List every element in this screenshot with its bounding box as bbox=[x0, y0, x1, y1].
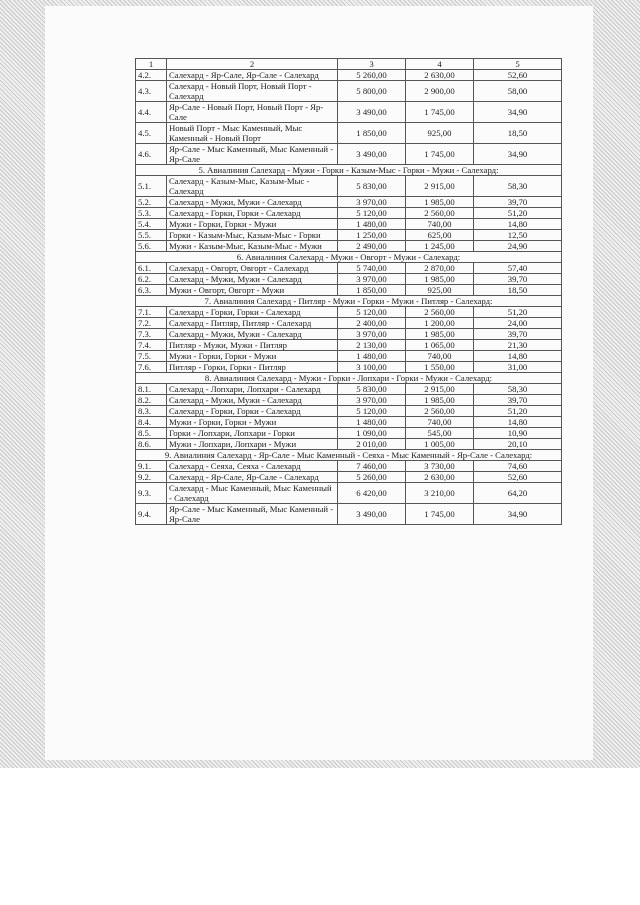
value-cell: 1 985,00 bbox=[406, 274, 474, 285]
row-number: 8.3. bbox=[136, 406, 167, 417]
section-heading-row bbox=[136, 165, 562, 176]
value-cell: 740,00 bbox=[406, 417, 474, 428]
value-cell: 3 490,00 bbox=[338, 102, 406, 123]
table-row bbox=[136, 70, 562, 81]
value-cell: 1 480,00 bbox=[338, 417, 406, 428]
route-cell: Яр-Сале - Новый Порт, Новый Порт - Яр-Сале bbox=[167, 102, 338, 123]
value-cell: 1 090,00 bbox=[338, 428, 406, 439]
route-cell: Яр-Сале - Мыс Каменный, Мыс Каменный - Яр-Сале bbox=[167, 144, 338, 165]
table-row bbox=[136, 230, 562, 241]
value-cell: 1 250,00 bbox=[338, 230, 406, 241]
value-cell: 2 900,00 bbox=[406, 81, 474, 102]
value-cell: 1 065,00 bbox=[406, 340, 474, 351]
value-cell: 24,00 bbox=[474, 318, 562, 329]
route-cell: Салехард - Горки, Горки - Салехард bbox=[167, 208, 338, 219]
header-cell: 3 bbox=[338, 59, 406, 70]
route-cell: Салехард - Питляр, Питляр - Салехард bbox=[167, 318, 338, 329]
row-number: 6.2. bbox=[136, 274, 167, 285]
table-row bbox=[136, 461, 562, 472]
value-cell: 1 480,00 bbox=[338, 219, 406, 230]
route-cell: Салехард - Новый Порт, Новый Порт - Салехард bbox=[167, 81, 338, 102]
value-cell: 3 970,00 bbox=[338, 274, 406, 285]
table-row bbox=[136, 472, 562, 483]
value-cell: 1 550,00 bbox=[406, 362, 474, 373]
value-cell: 1 850,00 bbox=[338, 285, 406, 296]
value-cell: 58,00 bbox=[474, 81, 562, 102]
value-cell: 14,80 bbox=[474, 351, 562, 362]
value-cell: 39,70 bbox=[474, 395, 562, 406]
row-number: 7.3. bbox=[136, 329, 167, 340]
value-cell: 51,20 bbox=[474, 406, 562, 417]
section-heading: 5. Авиалиния Салехард - Мужи - Горки - Казым-Мыс - Горки - Мужи - Салехард: bbox=[136, 165, 562, 176]
row-number: 4.4. bbox=[136, 102, 167, 123]
value-cell: 5 120,00 bbox=[338, 307, 406, 318]
value-cell: 51,20 bbox=[474, 208, 562, 219]
section-heading: 8. Авиалиния Салехард - Мужи - Горки - Лопхари - Горки - Мужи - Салехард: bbox=[136, 373, 562, 384]
value-cell: 52,60 bbox=[474, 70, 562, 81]
table-row bbox=[136, 384, 562, 395]
table-row bbox=[136, 219, 562, 230]
value-cell: 2 010,00 bbox=[338, 439, 406, 450]
table-row bbox=[136, 406, 562, 417]
value-cell: 1 745,00 bbox=[406, 102, 474, 123]
row-number: 9.4. bbox=[136, 504, 167, 525]
row-number: 7.1. bbox=[136, 307, 167, 318]
row-number: 4.5. bbox=[136, 123, 167, 144]
header-cell: 1 bbox=[136, 59, 167, 70]
route-cell: Салехард - Мужи, Мужи - Салехард bbox=[167, 395, 338, 406]
value-cell: 3 730,00 bbox=[406, 461, 474, 472]
section-heading-row bbox=[136, 252, 562, 263]
value-cell: 24,90 bbox=[474, 241, 562, 252]
row-number: 5.4. bbox=[136, 219, 167, 230]
value-cell: 12,50 bbox=[474, 230, 562, 241]
table-row bbox=[136, 197, 562, 208]
value-cell: 5 830,00 bbox=[338, 176, 406, 197]
value-cell: 1 005,00 bbox=[406, 439, 474, 450]
value-cell: 18,50 bbox=[474, 123, 562, 144]
route-cell: Салехард - Горки, Горки - Салехард bbox=[167, 307, 338, 318]
value-cell: 1 245,00 bbox=[406, 241, 474, 252]
route-cell: Горки - Казым-Мыс, Казым-Мыс - Горки bbox=[167, 230, 338, 241]
row-number: 4.2. bbox=[136, 70, 167, 81]
value-cell: 2 560,00 bbox=[406, 307, 474, 318]
value-cell: 1 985,00 bbox=[406, 197, 474, 208]
table-row bbox=[136, 263, 562, 274]
route-cell: Мужи - Горки, Горки - Мужи bbox=[167, 351, 338, 362]
value-cell: 1 985,00 bbox=[406, 395, 474, 406]
value-cell: 2 630,00 bbox=[406, 472, 474, 483]
route-cell: Салехард - Мужи, Мужи - Салехард bbox=[167, 197, 338, 208]
row-number: 4.3. bbox=[136, 81, 167, 102]
section-heading: 7. Авиалиния Салехард - Питляр - Мужи - Горки - Мужи - Питляр - Салехард: bbox=[136, 296, 562, 307]
route-cell: Мужи - Овгорт, Овгорт - Мужи bbox=[167, 285, 338, 296]
section-heading-row bbox=[136, 296, 562, 307]
header-cell: 5 bbox=[474, 59, 562, 70]
row-number: 5.5. bbox=[136, 230, 167, 241]
table-row bbox=[136, 285, 562, 296]
table-row bbox=[136, 102, 562, 123]
route-cell: Салехард - Казым-Мыс, Казым-Мыс - Салехард bbox=[167, 176, 338, 197]
table-row bbox=[136, 176, 562, 197]
route-cell: Салехард - Мыс Каменный, Мыс Каменный - Салехард bbox=[167, 483, 338, 504]
value-cell: 3 970,00 bbox=[338, 395, 406, 406]
value-cell: 545,00 bbox=[406, 428, 474, 439]
row-number: 8.2. bbox=[136, 395, 167, 406]
table-row bbox=[136, 340, 562, 351]
value-cell: 5 260,00 bbox=[338, 472, 406, 483]
value-cell: 3 490,00 bbox=[338, 144, 406, 165]
route-cell: Салехард - Лопхари, Лопхари - Салехард bbox=[167, 384, 338, 395]
value-cell: 925,00 bbox=[406, 285, 474, 296]
table-row bbox=[136, 274, 562, 285]
row-number: 8.5. bbox=[136, 428, 167, 439]
section-heading-row bbox=[136, 373, 562, 384]
route-cell: Мужи - Горки, Горки - Мужи bbox=[167, 417, 338, 428]
route-cell: Салехард - Яр-Сале, Яр-Сале - Салехард bbox=[167, 472, 338, 483]
value-cell: 52,60 bbox=[474, 472, 562, 483]
value-cell: 2 560,00 bbox=[406, 406, 474, 417]
header-cell: 2 bbox=[167, 59, 338, 70]
value-cell: 58,30 bbox=[474, 176, 562, 197]
value-cell: 18,50 bbox=[474, 285, 562, 296]
tariff-table bbox=[135, 58, 562, 525]
header-cell: 4 bbox=[406, 59, 474, 70]
value-cell: 3 970,00 bbox=[338, 197, 406, 208]
value-cell: 10,90 bbox=[474, 428, 562, 439]
value-cell: 625,00 bbox=[406, 230, 474, 241]
row-number: 8.1. bbox=[136, 384, 167, 395]
row-number: 8.6. bbox=[136, 439, 167, 450]
value-cell: 1 745,00 bbox=[406, 504, 474, 525]
table-row bbox=[136, 208, 562, 219]
table-row bbox=[136, 417, 562, 428]
value-cell: 7 460,00 bbox=[338, 461, 406, 472]
section-heading: 9. Авиалиния Салехард - Яр-Сале - Мыс Каменный - Сеяха - Мыс Каменный - Яр-Сале - Салехард: bbox=[136, 450, 562, 461]
table-row bbox=[136, 307, 562, 318]
value-cell: 2 560,00 bbox=[406, 208, 474, 219]
value-cell: 6 420,00 bbox=[338, 483, 406, 504]
value-cell: 2 400,00 bbox=[338, 318, 406, 329]
value-cell: 57,40 bbox=[474, 263, 562, 274]
route-cell: Питляр - Горки, Горки - Питляр bbox=[167, 362, 338, 373]
value-cell: 74,60 bbox=[474, 461, 562, 472]
value-cell: 31,00 bbox=[474, 362, 562, 373]
route-cell: Салехард - Сеяха, Сеяха - Салехард bbox=[167, 461, 338, 472]
value-cell: 39,70 bbox=[474, 274, 562, 285]
value-cell: 1 200,00 bbox=[406, 318, 474, 329]
value-cell: 2 870,00 bbox=[406, 263, 474, 274]
value-cell: 51,20 bbox=[474, 307, 562, 318]
value-cell: 39,70 bbox=[474, 329, 562, 340]
value-cell: 5 800,00 bbox=[338, 81, 406, 102]
value-cell: 1 480,00 bbox=[338, 351, 406, 362]
table-row bbox=[136, 123, 562, 144]
row-number: 8.4. bbox=[136, 417, 167, 428]
value-cell: 5 120,00 bbox=[338, 406, 406, 417]
row-number: 6.1. bbox=[136, 263, 167, 274]
route-cell: Салехард - Горки, Горки - Салехард bbox=[167, 406, 338, 417]
value-cell: 740,00 bbox=[406, 219, 474, 230]
value-cell: 2 630,00 bbox=[406, 70, 474, 81]
value-cell: 2 915,00 bbox=[406, 176, 474, 197]
table-row bbox=[136, 395, 562, 406]
value-cell: 3 100,00 bbox=[338, 362, 406, 373]
row-number: 9.3. bbox=[136, 483, 167, 504]
route-cell: Салехард - Овгорт, Овгорт - Салехард bbox=[167, 263, 338, 274]
value-cell: 20,10 bbox=[474, 439, 562, 450]
table-row bbox=[136, 144, 562, 165]
route-cell: Мужи - Горки, Горки - Мужи bbox=[167, 219, 338, 230]
table-row bbox=[136, 362, 562, 373]
value-cell: 5 120,00 bbox=[338, 208, 406, 219]
value-cell: 39,70 bbox=[474, 197, 562, 208]
route-cell: Салехард - Мужи, Мужи - Салехард bbox=[167, 274, 338, 285]
route-cell: Питляр - Мужи, Мужи - Питляр bbox=[167, 340, 338, 351]
route-cell: Яр-Сале - Мыс Каменный, Мыс Каменный - Яр-Сале bbox=[167, 504, 338, 525]
table-row bbox=[136, 483, 562, 504]
row-number: 7.4. bbox=[136, 340, 167, 351]
value-cell: 1 850,00 bbox=[338, 123, 406, 144]
value-cell: 5 260,00 bbox=[338, 70, 406, 81]
table-row bbox=[136, 241, 562, 252]
section-heading-row bbox=[136, 450, 562, 461]
row-number: 6.3. bbox=[136, 285, 167, 296]
table-row bbox=[136, 329, 562, 340]
table-row bbox=[136, 81, 562, 102]
row-number: 4.6. bbox=[136, 144, 167, 165]
table-header-row bbox=[136, 59, 562, 70]
value-cell: 21,30 bbox=[474, 340, 562, 351]
table-row bbox=[136, 504, 562, 525]
value-cell: 2 130,00 bbox=[338, 340, 406, 351]
section-heading: 6. Авиалиния Салехард - Мужи - Овгорт - Мужи - Салехард: bbox=[136, 252, 562, 263]
value-cell: 34,90 bbox=[474, 102, 562, 123]
value-cell: 64,20 bbox=[474, 483, 562, 504]
route-cell: Горки - Лопхари, Лопхари - Горки bbox=[167, 428, 338, 439]
value-cell: 740,00 bbox=[406, 351, 474, 362]
table-row bbox=[136, 351, 562, 362]
row-number: 7.5. bbox=[136, 351, 167, 362]
value-cell: 2 915,00 bbox=[406, 384, 474, 395]
value-cell: 3 970,00 bbox=[338, 329, 406, 340]
row-number: 7.6. bbox=[136, 362, 167, 373]
route-cell: Салехард - Мужи, Мужи - Салехард bbox=[167, 329, 338, 340]
row-number: 5.1. bbox=[136, 176, 167, 197]
value-cell: 34,90 bbox=[474, 504, 562, 525]
value-cell: 14,80 bbox=[474, 219, 562, 230]
value-cell: 5 830,00 bbox=[338, 384, 406, 395]
row-number: 7.2. bbox=[136, 318, 167, 329]
row-number: 5.3. bbox=[136, 208, 167, 219]
row-number: 5.6. bbox=[136, 241, 167, 252]
route-cell: Мужи - Лопхари, Лопхари - Мужи bbox=[167, 439, 338, 450]
value-cell: 1 745,00 bbox=[406, 144, 474, 165]
table-row bbox=[136, 428, 562, 439]
row-number: 5.2. bbox=[136, 197, 167, 208]
value-cell: 3 210,00 bbox=[406, 483, 474, 504]
table-row bbox=[136, 318, 562, 329]
value-cell: 2 490,00 bbox=[338, 241, 406, 252]
value-cell: 34,90 bbox=[474, 144, 562, 165]
value-cell: 5 740,00 bbox=[338, 263, 406, 274]
value-cell: 58,30 bbox=[474, 384, 562, 395]
route-cell: Мужи - Казым-Мыс, Казым-Мыс - Мужи bbox=[167, 241, 338, 252]
tariff-table-body bbox=[136, 59, 562, 525]
route-cell: Салехард - Яр-Сале, Яр-Сале - Салехард bbox=[167, 70, 338, 81]
route-cell: Новый Порт - Мыс Каменный, Мыс Каменный - Новый Порт bbox=[167, 123, 338, 144]
row-number: 9.1. bbox=[136, 461, 167, 472]
value-cell: 14,80 bbox=[474, 417, 562, 428]
value-cell: 925,00 bbox=[406, 123, 474, 144]
value-cell: 1 985,00 bbox=[406, 329, 474, 340]
row-number: 9.2. bbox=[136, 472, 167, 483]
table-row bbox=[136, 439, 562, 450]
value-cell: 3 490,00 bbox=[338, 504, 406, 525]
